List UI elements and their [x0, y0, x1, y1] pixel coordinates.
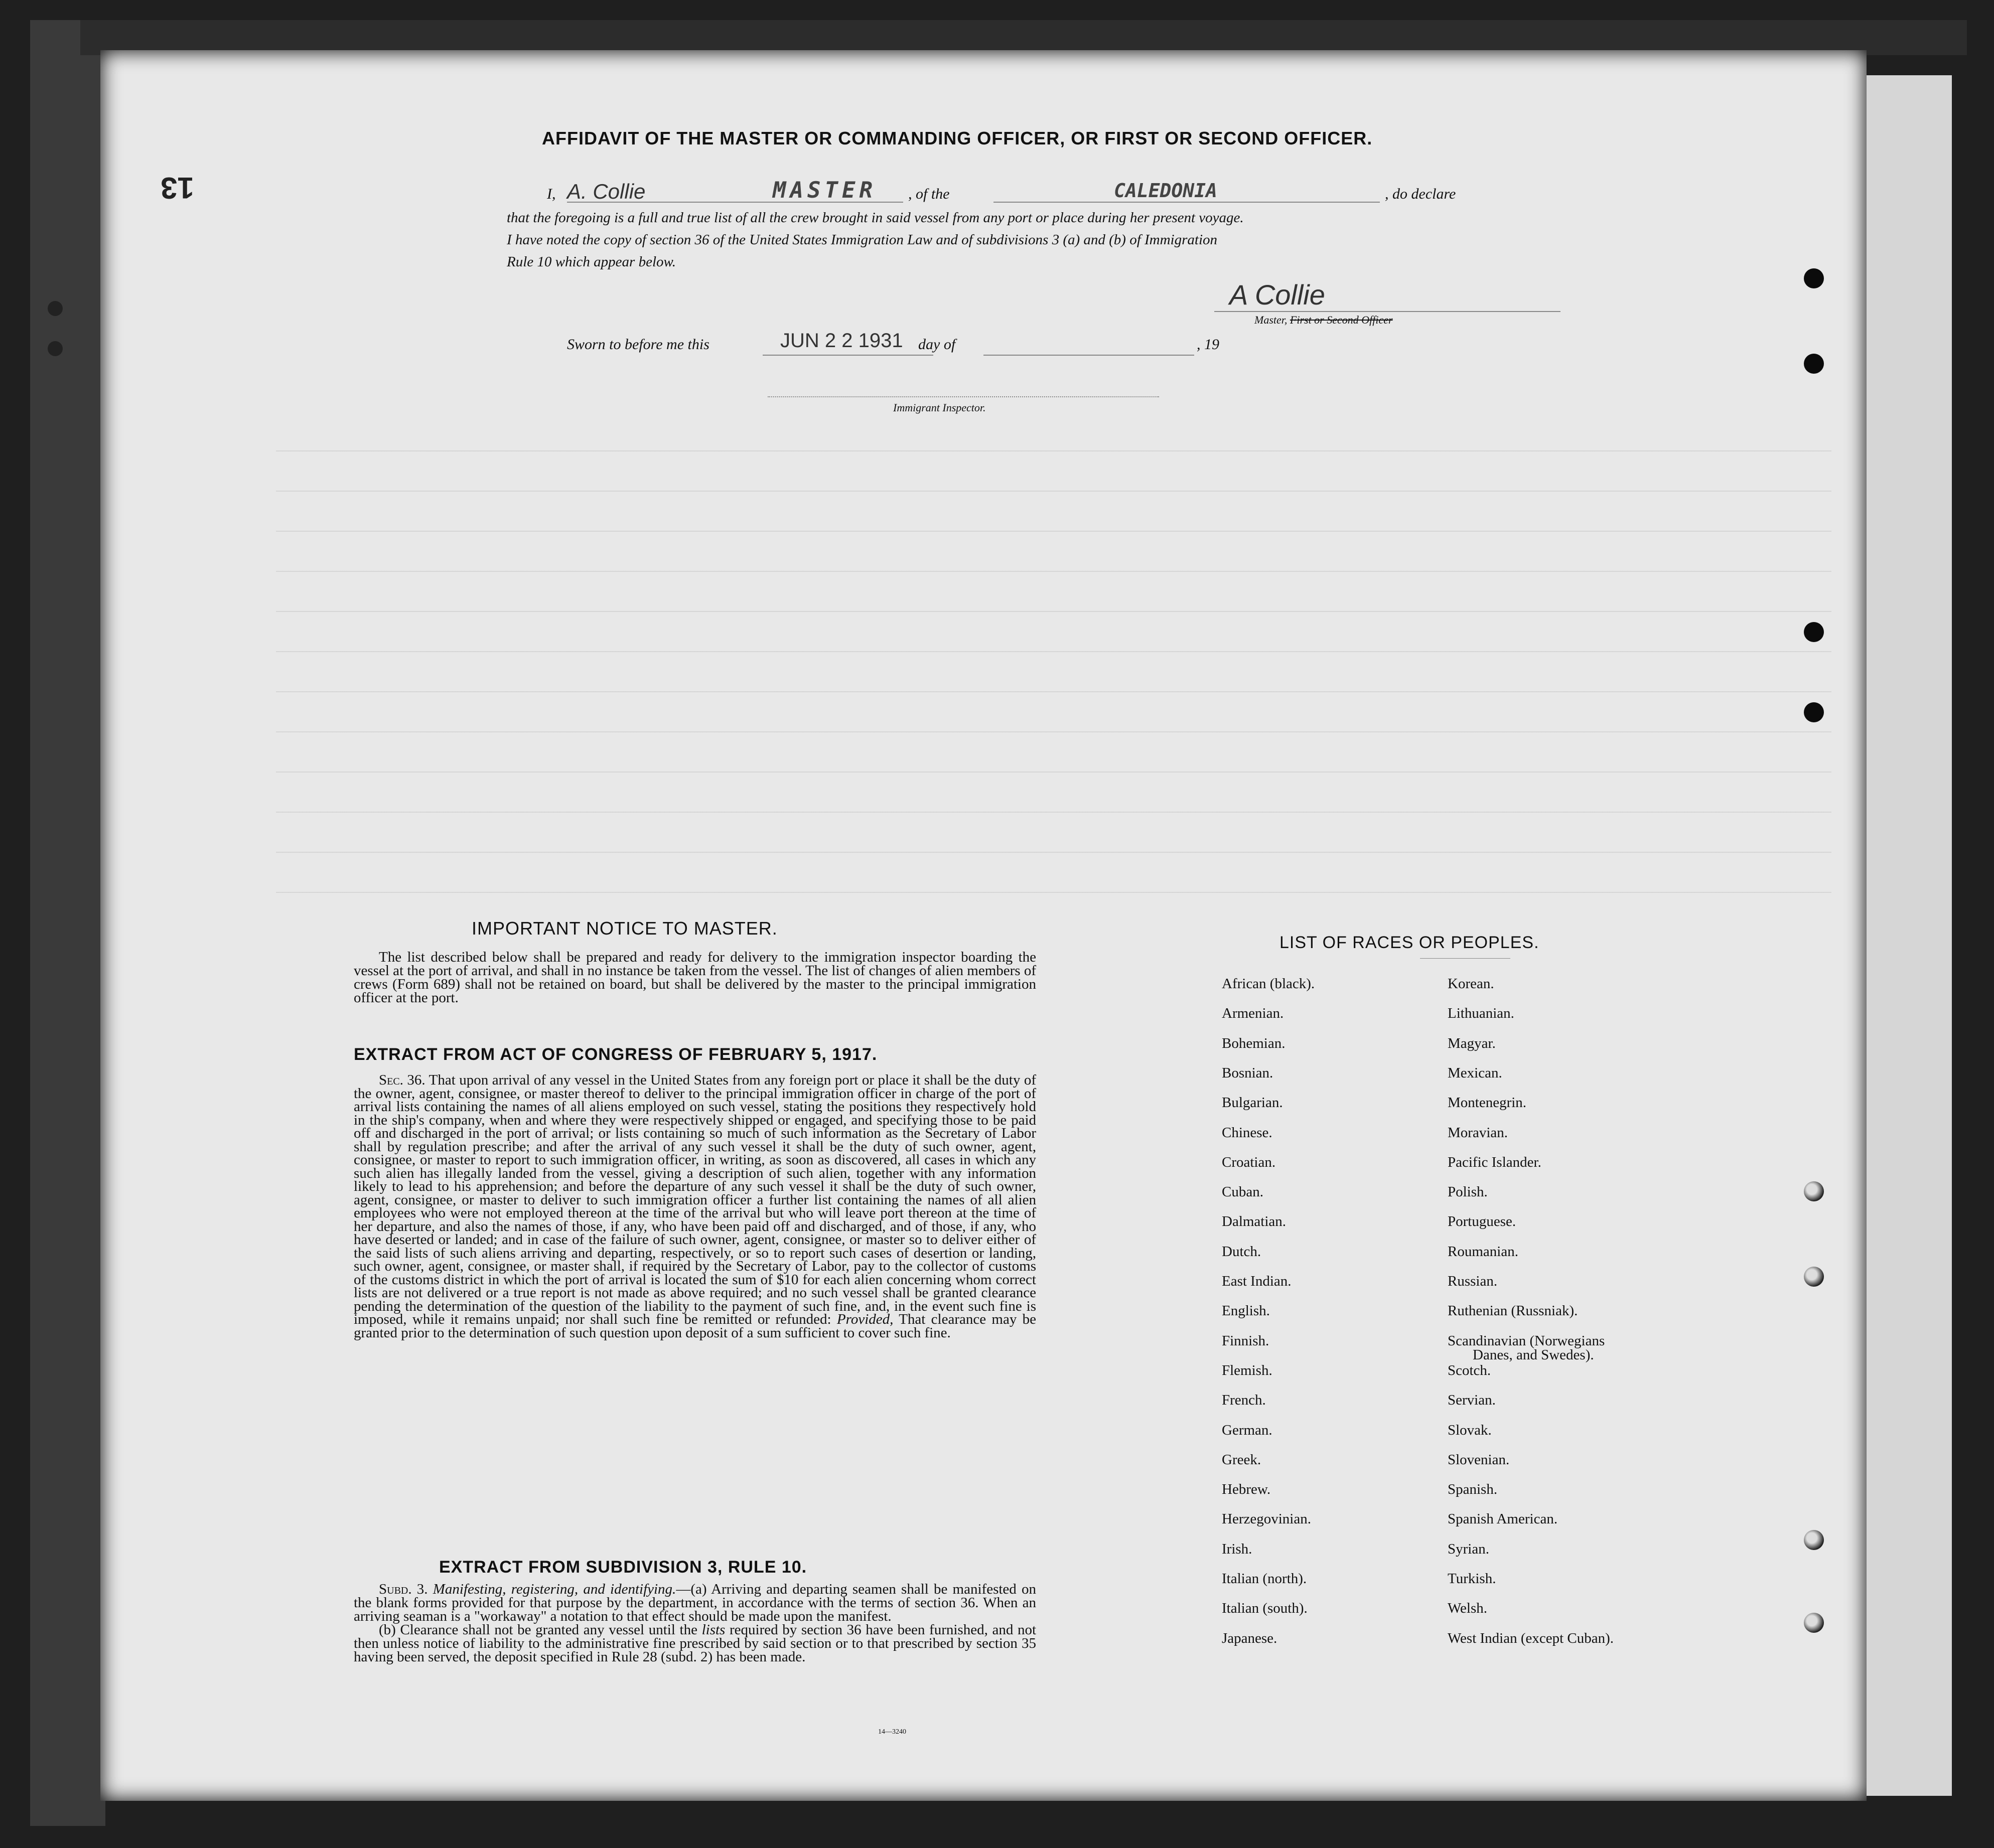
sworn-date-stamp: JUN 2 2 1931	[780, 330, 903, 352]
month-underline	[983, 355, 1194, 356]
day-of-text: day of	[918, 336, 956, 353]
bleed-through-area	[276, 441, 1831, 893]
race-right-item-continued: Danes, and Swedes).	[1473, 1346, 1594, 1363]
affidavit-line-4: Rule 10 which appear below.	[507, 254, 676, 270]
line1-prefix: I,	[547, 186, 556, 202]
binder-hole	[1804, 702, 1824, 722]
subd-para-b-lists: lists	[701, 1622, 726, 1638]
rule-extract-title: EXTRACT FROM SUBDIVISION 3, RULE 10.	[439, 1558, 807, 1577]
notice-title: IMPORTANT NOTICE TO MASTER.	[472, 918, 778, 939]
binder-hole	[1804, 354, 1824, 374]
signer-name: A. Collie	[567, 180, 646, 203]
race-right-item: Pacific Islander.	[1448, 1154, 1541, 1170]
race-left-item: Bulgarian.	[1222, 1095, 1283, 1111]
race-right-item: Ruthenian (Russniak).	[1448, 1303, 1578, 1319]
rank-stamp: MASTER	[773, 178, 877, 203]
binder-hole	[1804, 1613, 1824, 1633]
rule-extract-body	[354, 1583, 1036, 1664]
affidavit-title: AFFIDAVIT OF THE MASTER OR COMMANDING OFFICER, OR FIRST OR SECOND OFFICER.	[542, 128, 1373, 148]
race-left-item: Irish.	[1222, 1541, 1252, 1557]
race-left-item: Flemish.	[1222, 1362, 1272, 1378]
race-left-item: English.	[1222, 1303, 1270, 1319]
race-right-item: Spanish.	[1448, 1481, 1498, 1498]
races-left-column	[1222, 976, 1433, 1678]
race-left-item: Chinese.	[1222, 1124, 1272, 1141]
race-right-item: Turkish.	[1448, 1571, 1496, 1587]
race-left-item: Croatian.	[1222, 1154, 1276, 1170]
races-title-underline	[1420, 958, 1510, 959]
race-left-item: Bosnian.	[1222, 1064, 1273, 1081]
race-right-item: Slovenian.	[1448, 1451, 1510, 1468]
race-right-item: Moravian.	[1448, 1124, 1508, 1141]
vessel-underline	[993, 202, 1380, 203]
notice-paragraph: The list described below shall be prepared and ready for delivery to the immigration inspector boarding the vessel at the port of arrival, and shall in no instance be taken from the vessel. The list of changes of alien members of crews (Form 689) shall not be retained on board, but shall be delivered by the master to the principal immigration officer at the port.	[354, 949, 1036, 1006]
race-left-item: Italian (north).	[1222, 1571, 1307, 1587]
form-number: 14—3240	[878, 1728, 906, 1736]
race-right-item: Lithuanian.	[1448, 1005, 1514, 1022]
manifest-back-page	[100, 50, 1867, 1801]
inspector-signature-line	[768, 396, 1159, 397]
race-left-item: Hebrew.	[1222, 1481, 1271, 1498]
rule-paragraph-b	[354, 1623, 1036, 1664]
races-right-column	[1448, 976, 1698, 1678]
act-extract-body	[354, 1073, 1036, 1339]
race-right-item: Portuguese.	[1448, 1213, 1516, 1230]
race-right-item: Scotch.	[1448, 1362, 1491, 1378]
race-right-item: Welsh.	[1448, 1600, 1488, 1617]
sworn-prefix: Sworn to before me this	[567, 336, 709, 353]
act-provided: Provided,	[836, 1311, 894, 1327]
binder-hole	[1804, 1181, 1824, 1201]
race-left-item: Finnish.	[1222, 1332, 1269, 1349]
binder-hole	[1804, 622, 1824, 642]
signature-caption	[1254, 314, 1393, 327]
race-right-item: Syrian.	[1448, 1541, 1489, 1557]
act-section-label: Sec. 36.	[379, 1072, 425, 1088]
binder-hole	[1804, 268, 1824, 288]
name-underline	[567, 202, 903, 203]
caption-struck-officer: First or Second Officer	[1290, 314, 1393, 326]
scan-side-hole	[48, 341, 63, 356]
race-left-item: Japanese.	[1222, 1630, 1277, 1646]
race-right-item: Slovak.	[1448, 1422, 1492, 1438]
master-signature: A Collie	[1229, 279, 1325, 311]
affidavit-line-2: that the foregoing is a full and true list of all the crew brought in said vessel from any port or place during her present voyage.	[507, 210, 1244, 226]
margin-mark: 13	[161, 171, 194, 205]
race-right-item: Servian.	[1448, 1392, 1496, 1409]
rule-paragraph-a	[354, 1583, 1036, 1623]
race-left-item: Armenian.	[1222, 1005, 1284, 1022]
race-left-item: East Indian.	[1222, 1273, 1292, 1289]
subd-para-b-end: required by section 36 have been furnished, and not then unless notice of liability to the administrative fine prescribed by said section or to that prescribed by section 35 having been served, the deposit specified in Rule 28 (subd. 2) has been made.	[354, 1622, 1037, 1665]
vessel-stamp: CALEDONIA	[1114, 180, 1217, 202]
notice-body	[354, 951, 1036, 1005]
race-left-item: Bohemian.	[1222, 1035, 1286, 1051]
binder-hole	[1804, 1530, 1824, 1550]
races-title: LIST OF RACES OR PEOPLES.	[1279, 933, 1539, 952]
act-extract-title: EXTRACT FROM ACT OF CONGRESS OF FEBRUARY 5, 1917.	[354, 1045, 878, 1064]
inspector-caption: Immigrant Inspector.	[893, 401, 986, 414]
scan-left-edge	[30, 20, 105, 1826]
race-right-item: Russian.	[1448, 1273, 1498, 1289]
race-right-item: West Indian (except Cuban).	[1448, 1630, 1614, 1646]
race-right-item: Korean.	[1448, 976, 1494, 992]
scan-side-hole	[48, 301, 63, 316]
subd-label: Subd. 3.	[379, 1581, 428, 1597]
race-right-item: Spanish American.	[1448, 1511, 1558, 1527]
race-left-item: Greek.	[1222, 1451, 1261, 1468]
race-right-item: Roumanian.	[1448, 1243, 1518, 1260]
race-right-item: Scandinavian (Norwegians	[1448, 1332, 1605, 1349]
act-paragraph	[354, 1073, 1036, 1339]
subd-heading: Manifesting, registering, and identifying.	[433, 1581, 676, 1597]
race-left-item: African (black).	[1222, 976, 1315, 992]
race-left-item: German.	[1222, 1422, 1272, 1438]
race-left-item: Cuban.	[1222, 1184, 1263, 1200]
do-declare-text: , do declare	[1385, 186, 1456, 202]
race-left-item: Herzegovinian.	[1222, 1511, 1311, 1527]
race-right-item: Montenegrin.	[1448, 1095, 1527, 1111]
of-the-text: , of the	[908, 186, 950, 202]
binder-hole	[1804, 1267, 1824, 1287]
caption-master: Master,	[1254, 314, 1288, 326]
race-right-item: Mexican.	[1448, 1064, 1502, 1081]
subd-para-b-start: (b) Clearance shall not be granted any vessel until the	[379, 1622, 697, 1638]
race-left-item: French.	[1222, 1392, 1266, 1409]
subd-para-a: —(a) Arriving and departing seamen shall be manifested on the blank forms provided for that purpose by the department, in accordance with the terms of section 36. When an arriving seaman is a "workaway" a notation to that effect should be made upon the manifest.	[354, 1581, 1036, 1624]
race-right-item: Polish.	[1448, 1184, 1488, 1200]
year-prefix-text: , 19	[1197, 336, 1219, 353]
race-left-item: Dalmatian.	[1222, 1213, 1287, 1230]
race-left-item: Dutch.	[1222, 1243, 1261, 1260]
race-left-item: Italian (south).	[1222, 1600, 1308, 1617]
act-text-end: That clearance may be granted prior to the determination of such question upon deposit of a sum sufficient to cover such fine.	[354, 1311, 1037, 1341]
date-underline	[763, 355, 933, 356]
race-right-item: Magyar.	[1448, 1035, 1496, 1051]
act-text: That upon arrival of any vessel in the United States from any foreign port or place it shall be the duty of the owner, agent, consignee, or master thereof to deliver to the principal immigration officer in charge of the port of arrival lists containing the names of all aliens employed on such vessel, stating the positions they respectively hold in the ship's company, when and where they were respectively shipped or engaged, and specifying those to be paid off and discharged in the port of arrival; or lists containing so much of such information as the Secretary of Labor shall by regulation prescribe; and after the arrival of any such vessel it shall be the duty of such owner, agent, consignee, or master to report to such immigration officer, in writing, as soon as discovered, all cases in which any such alien has illegally landed from the vessel, giving a description of such alien, together with any information likely to lead to his apprehension; and before the departure of any such vessel it shall be the duty of such owner, agent, consignee, or master to deliver to such immigration officer a further list containing the names of all alien employees who were not employed thereon at the time of the arrival but who will leave port thereon at the time of her departure, and also the names of those, if any, who have been paid off and discharged, and of those, if any, who have deserted or landed; and in case of the failure of such owner, agent, consignee, or master so to deliver either of the said lists of such aliens arriving and departing, respectively, or so to report such cases of desertion or landing, such owner, agent, consignee, or master shall, if required by the Secretary of Labor, pay to the collector of customs of the customs district in which the port of arrival is located the sum of $10 for each alien concerning whom correct lists are not delivered or a true report is not made as above required; and no such vessel shall be granted clearance pending the determination of the question of the liability to the payment of such fine, and, in the event such fine is imposed, while it remains unpaid; nor shall such fine be remitted or refunded:	[354, 1072, 1037, 1327]
affidavit-line-3: I have noted the copy of section 36 of the United States Immigration Law and of subdivisions 3 (a) and (b) of Immigration	[507, 232, 1218, 248]
signature-underline	[1214, 311, 1560, 312]
